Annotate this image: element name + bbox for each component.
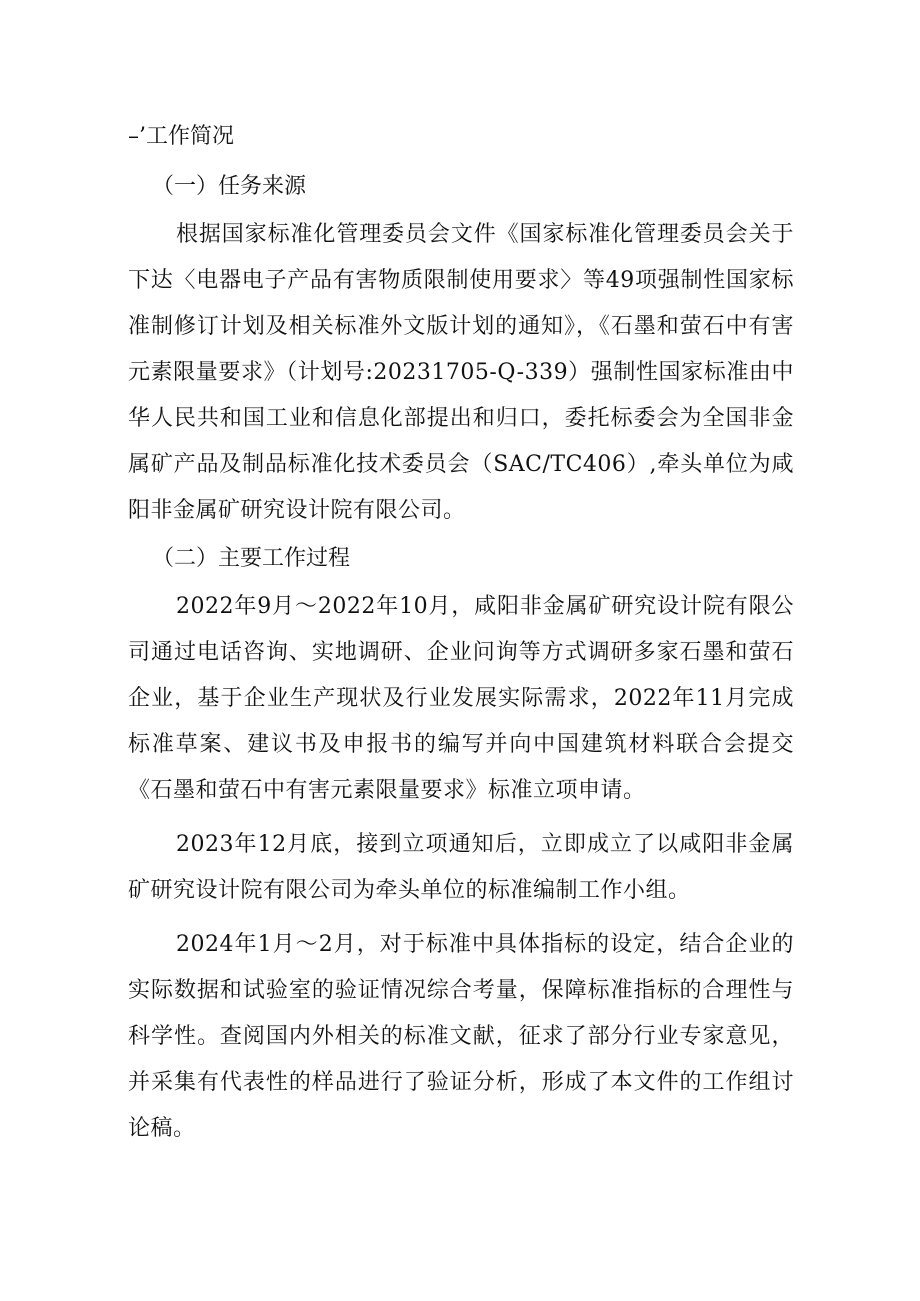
paragraph-work-process-2024: 2024年1月～2月，对于标准中具体指标的设定，结合企业的实际数据和试验室的验证情况综合考量，保障标准指标的合理性与科学性。查阅国内外相关的标准文献，征求了部分行业专家意见，并采集有代表性的样品进行了验证分析，形成了本文件的工作组讨论稿。: [128, 932, 794, 1141]
paragraph-work-process-2023: 2023年12月底，接到立项通知后，立即成立了以咸阳非金属矿研究设计院有限公司为牵头单位的标准编制工作小组。: [128, 832, 794, 903]
document-body: [128, 112, 794, 1152]
paragraph-work-process-2022: 2022年9月～2022年10月，咸阳非金属矿研究设计院有限公司通过电话咨询、实地调研、企业问询等方式调研多家石墨和萤石企业，基于企业生产现状及行业发展实际需求，2022年11月完成标准草案、建议书及申报书的编写并向中国建筑材料联合会提交《石墨和萤石中有害元素限量要求》标准立项申请。: [128, 594, 794, 803]
subsection-heading-work-process: （二）主要工作过程: [152, 546, 351, 571]
section-title: –’工作简况: [128, 124, 234, 149]
subsection-heading-task-source: （一）任务来源: [152, 174, 307, 199]
paragraph-task-source: 根据国家标准化管理委员会文件《国家标准化管理委员会关于下达〈电器电子产品有害物质限制使用要求〉等49项强制性国家标准制修订计划及相关标准外文版计划的通知》，《石墨和萤石中有害元素限量要求》（计划号:20231705-Q-339）强制性国家标准由中华人民共和国工业和信息化部提出和归口，委托标委会为全国非金属矿产品及制品标准化技术委员会（SAC/TC406）,牵头单位为咸阳非金属矿研究设计院有限公司。: [128, 222, 794, 523]
